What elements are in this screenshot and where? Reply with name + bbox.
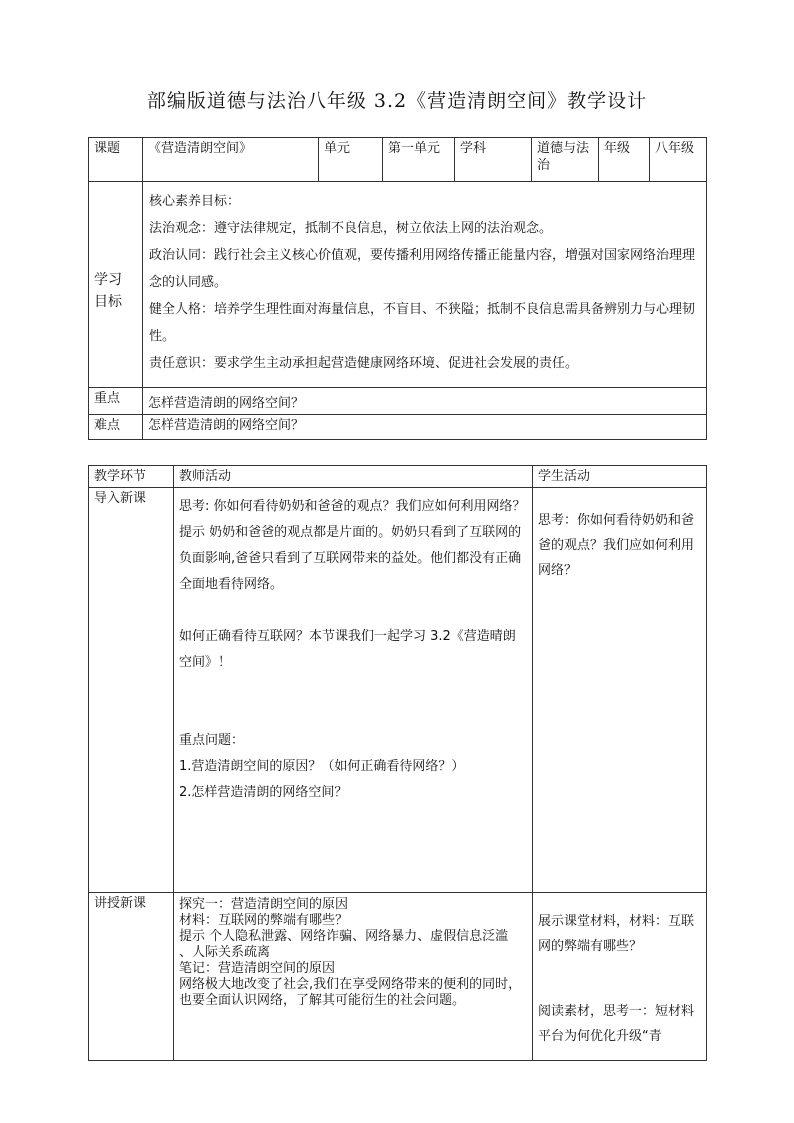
student-text: 思考：你如何看待奶奶和爸爸的观点？我们应如何利用网络？ [538,513,695,578]
teacher-header: 教师活动 [174,466,533,488]
goal-line: 核心素养目标： [149,194,241,209]
teacher-text: 1.营造清朗空间的原因？（如何正确看待网络？） [179,759,465,774]
blank-line [179,676,527,702]
teacher-text: 、人际关系疏离 [179,945,271,960]
topic-value: 《营造清朗空间》 [143,138,319,182]
difficulty-label: 难点 [89,415,143,440]
blank-line [179,598,527,624]
teacher-text: 探究一：营造清朗空间的原因 [179,897,349,912]
stage-name: 导入新课 [89,488,174,893]
document-title: 部编版道德与法治八年级 3.2《营造清朗空间》教学设计 [146,90,648,112]
key-point-value: 怎样营造清朗的网络空间？ [143,388,707,415]
student-text: 阅读素材，思考一：短材料平台为何优化升级“青 [538,1004,695,1044]
process-table [88,465,707,1061]
stage-name: 讲授新课 [89,893,174,1061]
grade-label: 年级 [599,138,650,182]
unit-label: 单元 [319,138,383,182]
teacher-text: 重点问题： [179,733,245,748]
blank-line [538,959,701,999]
goal-line: 健全人格：培养学生理性面对海量信息，不盲目、不狭隘；抵制不良信息需具备辨别力与心理韧性。 [149,302,696,344]
key-point-label: 重点 [89,388,143,415]
student-text: 展示课堂材料，材料：互联网的弊端有哪些？ [538,914,695,954]
goal-line: 责任意识：要求学生主动承担起营造健康网络环境、促进社会发展的责任。 [149,356,579,371]
teacher-text: 2.怎样营造清朗的网络空间？ [179,785,348,800]
goal-line: 法治观念：遵守法律规定，抵制不良信息，树立依法上网的法治观念。 [149,221,553,236]
topic-label: 课题 [89,138,143,182]
student-activity [533,893,707,1061]
teacher-text: 思考: 你如何看待奶奶和爸爸的观点？我们应如何利用网络？ [179,499,526,514]
goal-line: 政治认同：践行社会主义核心价值观，要传播利用网络传播正能量内容，增强对国家网络治理理念的认同感。 [149,248,696,290]
grade-value: 八年级 [650,138,707,182]
stage-header: 教学环节 [89,466,174,488]
blank-line [179,702,527,728]
teacher-text: 提示 个人隐私泄露、网络诈骗、网络暴力、虚假信息泛滥 [179,929,509,944]
student-activity [533,488,707,893]
teacher-text: 提示 奶奶和爸爸的观点都是片面的。奶奶只看到了互联网的负面影响,爸爸只看到了互联网带来的益处。他们都没有正确全面地看待网络。 [179,525,522,592]
subject-value: 道德与法治 [532,138,599,182]
student-header: 学生活动 [533,466,707,488]
teacher-activity [174,488,533,893]
teacher-text: 如何正确看待互联网？本节课我们一起学习 3.2《营造晴朗空间》！ [179,629,516,670]
lesson-info-table [88,137,707,440]
teacher-text: 笔记：营造清朗空间的原因 [179,961,336,976]
goals-content [143,182,707,388]
teacher-activity [174,893,533,1061]
teacher-text: 网络极大地改变了社会,我们在享受网络带来的便利的同时，也要全面认识网络，了解其可能衍生的社会问题。 [179,977,522,1008]
unit-value: 第一单元 [383,138,455,182]
subject-label: 学科 [455,138,532,182]
difficulty-value: 怎样营造清朗的网络空间？ [143,415,707,440]
teacher-text: 材料：互联网的弊端有哪些？ [179,913,349,928]
goals-label: 学习目标 [89,182,143,388]
